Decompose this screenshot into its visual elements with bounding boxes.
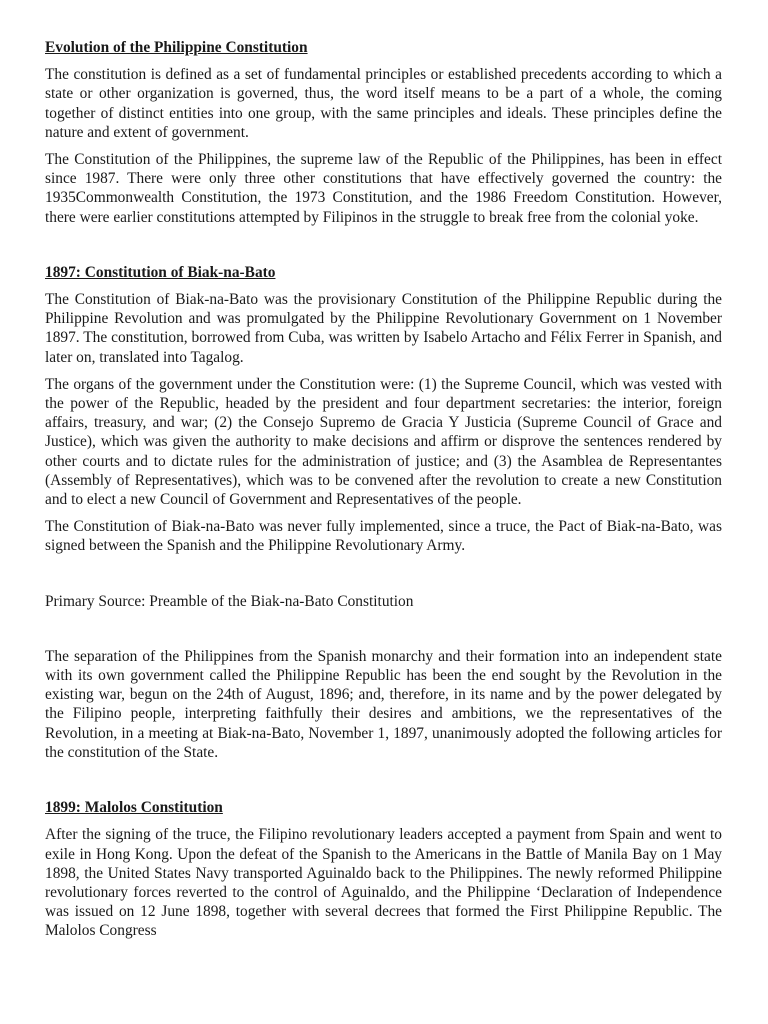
section-heading-biak-na-bato: 1897: Constitution of Biak-na-Bato	[45, 263, 276, 281]
document-page	[45, 38, 722, 941]
primary-source-label: Primary Source: Preamble of the Biak-na-Bato Constitution	[45, 592, 414, 610]
malolos-paragraph-1: After the signing of the truce, the Filipino revolutionary leaders accepted a payment from Spain and went to exile in Hong Kong. Upon the defeat of the Spanish to the Americans in the Battle of Manila Bay on 1 May 1898, the United States Navy transported Aguinaldo back to the Philippines. The newly reformed Philippine revolutionary forces reverted to the control of Aguinaldo, and the Philippine ‘Declaration of Independence was issued on 12 June 1898, together with several decrees that formed the First Philippine Republic. The Malolos Congress	[45, 826, 722, 940]
intro-paragraph-1: The constitution is defined as a set of fundamental principles or established precedents according to which a state or other organization is governed, thus, the word itself means to be a part of a whole, the coming together of distinct entities into one group, with the same principles and ideals. These principles define the nature and extent of government.	[45, 66, 722, 141]
biak-paragraph-3: The Constitution of Biak-na-Bato was never fully implemented, since a truce, the Pact of Biak-na-Bato, was signed between the Spanish and the Philippine Revolutionary Army.	[45, 518, 722, 555]
preamble-paragraph: The separation of the Philippines from the Spanish monarchy and their formation into an independent state with its own government called the Philippine Republic has been the end sought by the Revolution in the existing war, begun on the 24th of August, 1896; and, therefore, in its name and by the power delegated by the Filipino people, interpreting faithfully their desires and ambitions, we the representatives of the Revolution, in a meeting at Biak-na-Bato, November 1, 1897, unanimously adopted the following articles for the constitution of the State.	[45, 647, 722, 761]
intro-paragraph-2: The Constitution of the Philippines, the supreme law of the Republic of the Philippines, has been in effect since 1987. There were only three other constitutions that have effectively governed the country: the 1935Commonwealth Constitution, the 1973 Constitution, and the 1986 Freedom Constitution. However, there were earlier constitutions attempted by Filipinos in the struggle to break free from the colonial yoke.	[45, 151, 722, 226]
document-title: Evolution of the Philippine Constitution	[45, 39, 308, 56]
biak-paragraph-2: The organs of the government under the Constitution were: (1) the Supreme Council, which was vested with the power of the Republic, headed by the president and four department secretaries: the interior, foreign affairs, treasury, and war; (2) the Consejo Supremo de Gracia Y Justicia (Supreme Council of Grace and Justice), which was given the authority to make decisions and affirm or disprove the sentences rendered by other courts and to dictate rules for the administration of justice; and (3) the Asamblea de Representantes (Assembly of Representatives), which was to be convened after the revolution to create a new Constitution and to elect a new Council of Government and Representatives of the people.	[45, 375, 722, 509]
section-heading-malolos: 1899: Malolos Constitution	[45, 799, 223, 817]
biak-paragraph-1: The Constitution of Biak-na-Bato was the provisionary Constitution of the Philippine Republic during the Philippine Revolution and was promulgated by the Philippine Revolutionary Government on 1 November 1897. The constitution, borrowed from Cuba, was written by Isabelo Artacho and Félix Ferrer in Spanish, and later on, translated into Tagalog.	[45, 291, 722, 366]
